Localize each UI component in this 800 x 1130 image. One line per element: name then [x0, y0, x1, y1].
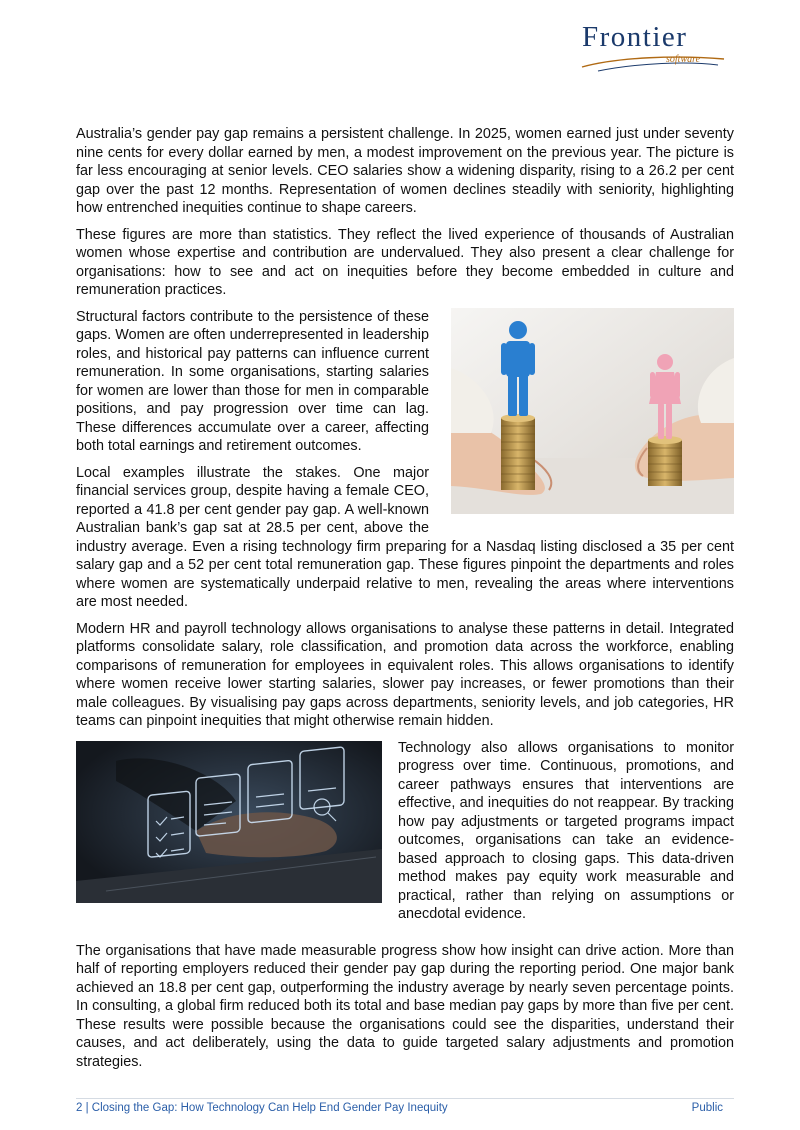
laptop-checklist-photo: [76, 741, 382, 903]
paragraph-measurable-progress: The organisations that have made measurable progress show how insight can drive action. More than half of reporting employers reduced their gender pay gap during the reporting period. One major bank achieved an 18.8 per cent gap, outperforming the industry average by nearly seven percentage points. In consulting, a global firm reduced both its total and base median pay gaps by more than five per cent. These results were possible because the organisations could see the disparities, understand their causes, and act deliberately, using the data to guide targeted salary adjustments and promotion strategies.: [76, 942, 734, 1070]
paragraph-monitor-progress: Technology also allows organisations to monitor progress over time. Continuous, promotions, and career pathways ensures that interventions are effective, and inequities do not reappear. By tracking how pay adjustments or targeted programs impact outcomes, organisations can take an evidence-based approach to closing gaps. This data-driven method makes pay equity work measurable and practical, rather than relying on assumptions or anecdotal evidence.: [398, 739, 734, 922]
laptop-checklist-icon: [76, 741, 382, 903]
logo-swoosh-icon: [578, 53, 728, 75]
paragraph-local-examples: Local examples illustrate the stakes. One major financial services group, despite having a female CEO, reported a 41.8 per cent gender pay gap. A well-known Australian bank’s gap sat at 28.5 per cent, above the industry average. Even a rising technology firm preparing for a Nasdaq listing disclosed a 35 per cent salary gap and a 52 per cent total remuneration gap. These figures pinpoint the departments and roles where women are systematically underpaid relative to men, revealing the areas where interventions are most needed.: [76, 464, 734, 610]
paragraph-hr-technology: Modern HR and payroll technology allows organisations to analyse these patterns in detail. Integrated platforms consolidate salary, role classification, and promotion data across the workforce, enabling comparisons of remuneration for employees in equivalent roles. This allows organisations to identify where women receive lower starting salaries, slower pay increases, or fewer promotions than their male colleagues. By visualising pay gaps across departments, seniority levels, and job categories, HR teams can pinpoint inequities that might otherwise remain hidden.: [76, 620, 734, 729]
paragraph-structural-factors: Structural factors contribute to the persistence of these gaps. Women are often underrepresented in leadership roles, and historical pay patterns can influence current remuneration. In some organisations, starting salaries for women are lower than those for men in comparable positions, and pay progression over time can lag. These differences accumulate over a career, affecting both total earnings and retirement outcomes.: [76, 308, 429, 454]
footer-page-title: 2 | Closing the Gap: How Technology Can Help End Gender Pay Inequity: [76, 1102, 448, 1114]
footer-divider: [76, 1098, 734, 1099]
paragraph-figures: These figures are more than statistics. They reflect the lived experience of thousands of Australian women whose expertise and contribution are undervalued. They also present a clear challenge for organisations: how to see and act on inequities before they become embedded in culture and remuneration practices.: [76, 226, 734, 298]
paragraph-intro: Australia’s gender pay gap remains a persistent challenge. In 2025, women earned just under seventy nine cents for every dollar earned by men, a modest improvement on the previous year. The picture is far less encouraging at senior levels. CEO salaries show a widening disparity, rising to a 26.2 per cent gap over the past 12 months. Representation of women declines steadily with seniority, highlighting how entrenched inequities continue to shape careers.: [76, 126, 734, 216]
article-body: [76, 125, 734, 1079]
footer-classification: Public: [691, 1102, 723, 1114]
coins-illustration-icon: [451, 308, 734, 514]
logo-subtitle: software: [666, 54, 701, 65]
gender-pay-coins-photo: [451, 308, 734, 514]
logo-wordmark: Frontier: [582, 21, 688, 53]
frontier-software-logo: [578, 20, 728, 75]
